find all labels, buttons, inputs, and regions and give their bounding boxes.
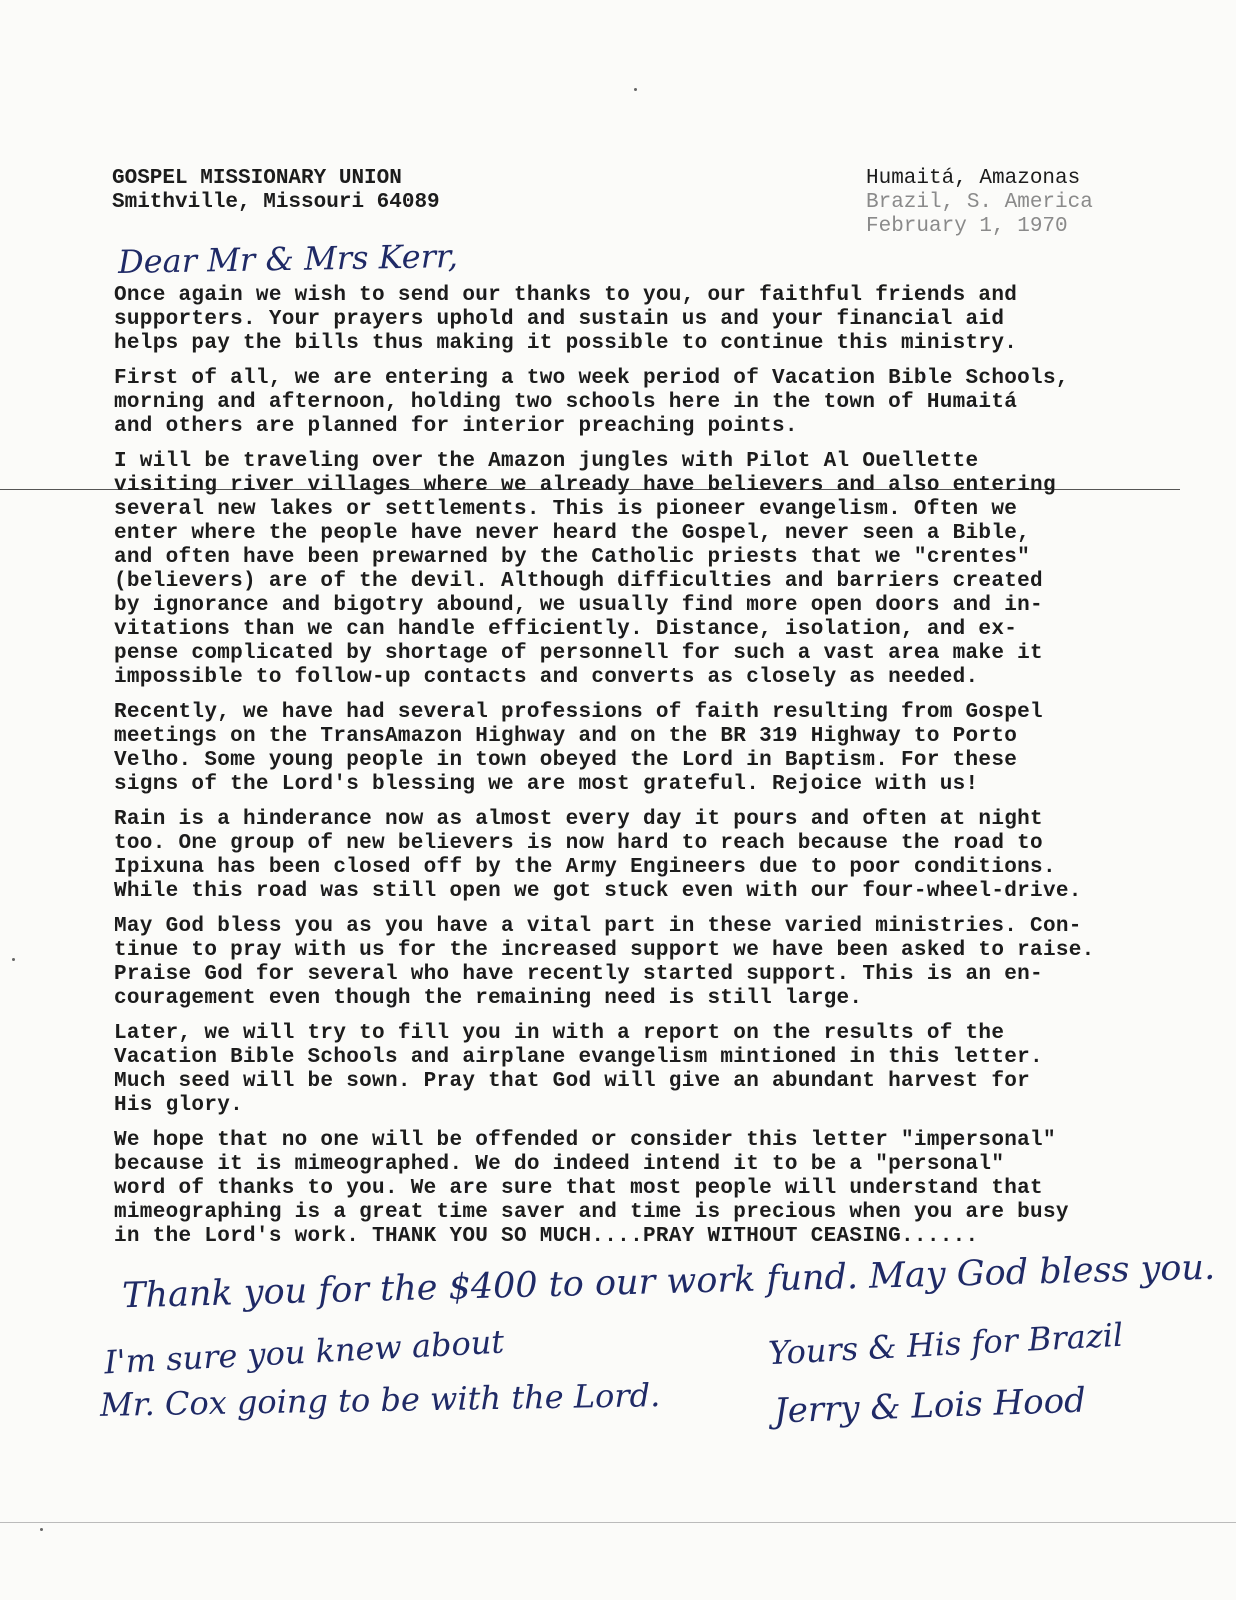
organization-address: Smithville, Missouri 64089 bbox=[112, 191, 440, 214]
body-line: enter where the people have never heard the Gospel, never seen a Bible, bbox=[114, 522, 1031, 545]
body-line: Much seed will be sown. Pray that God will give an abundant harvest for bbox=[114, 1070, 1031, 1093]
paragraph-report bbox=[114, 1022, 1204, 1118]
body-line: tinue to pray with us for the increased support we have been asked to raise. bbox=[114, 939, 1095, 962]
body-line: His glory. bbox=[114, 1094, 244, 1117]
paragraph-blessing bbox=[114, 915, 1204, 1011]
body-line: couragement even though the remaining need is still large. bbox=[114, 987, 863, 1010]
body-line: vitations than we can handle efficiently. Distance, isolation, and ex- bbox=[114, 618, 1018, 641]
body-line: Vacation Bible Schools and airplane evangelism mintioned in this letter. bbox=[114, 1046, 1043, 1069]
handwritten-signature: Jerry & Lois Hood bbox=[773, 1380, 1087, 1432]
letter-body bbox=[114, 284, 1204, 1260]
body-line: Once again we wish to send our thanks to you, our faithful friends and bbox=[114, 284, 1018, 307]
body-line: Velho. Some young people in town obeyed the Lord in Baptism. For these bbox=[114, 749, 1018, 772]
paragraph-rain bbox=[114, 808, 1204, 904]
body-line: pense complicated by shortage of personnell for such a vast area make it bbox=[114, 642, 1043, 665]
body-line: visiting river villages where we already have believers and also entering bbox=[114, 474, 1056, 497]
body-line: First of all, we are entering a two week period of Vacation Bible Schools, bbox=[114, 367, 1069, 390]
body-line: and others are planned for interior preaching points. bbox=[114, 415, 798, 438]
body-line: in the Lord's work. THANK YOU SO MUCH....PRAY WITHOUT CEASING...... bbox=[114, 1225, 979, 1248]
body-line: Later, we will try to fill you in with a report on the results of the bbox=[114, 1022, 1005, 1045]
body-line: too. One group of new believers is now hard to reach because the road to bbox=[114, 832, 1043, 855]
body-line: and often have been prewarned by the Catholic priests that we "crentes" bbox=[114, 546, 1031, 569]
body-line: by ignorance and bigotry abound, we usually find more open doors and in- bbox=[114, 594, 1043, 617]
letter-date: February 1, 1970 bbox=[866, 215, 1068, 238]
location-country: Brazil, S. America bbox=[866, 191, 1093, 214]
paper-speck bbox=[634, 88, 637, 91]
location-date-block bbox=[866, 167, 1093, 239]
handwritten-note-line-2: Mr. Cox going to be with the Lord. bbox=[99, 1376, 661, 1424]
paper-speck bbox=[40, 1528, 43, 1531]
body-line: Recently, we have had several professions of faith resulting from Gospel bbox=[114, 701, 1043, 724]
letterhead bbox=[112, 167, 440, 215]
body-line: meetings on the TransAmazon Highway and on the BR 319 Highway to Porto bbox=[114, 725, 1018, 748]
organization-name: GOSPEL MISSIONARY UNION bbox=[112, 167, 402, 190]
body-line: (believers) are of the devil. Although difficulties and barriers created bbox=[114, 570, 1043, 593]
location-city: Humaitá, Amazonas bbox=[866, 167, 1081, 190]
body-line: mimeographing is a great time saver and time is precious when you are busy bbox=[114, 1201, 1069, 1224]
body-line: morning and afternoon, holding two schools here in the town of Humaitá bbox=[114, 391, 1018, 414]
paper-speck bbox=[12, 958, 15, 961]
paragraph-bible-schools bbox=[114, 367, 1204, 439]
body-line: signs of the Lord's blessing we are most grateful. Rejoice with us! bbox=[114, 773, 979, 796]
paragraph-mimeograph bbox=[114, 1129, 1204, 1249]
body-line: word of thanks to you. We are sure that most people will understand that bbox=[114, 1177, 1043, 1200]
handwritten-thanks: Thank you for the $400 to our work fund. May God bless you. bbox=[121, 1247, 1216, 1317]
body-line: because it is mimeographed. We do indeed intend it to be a "personal" bbox=[114, 1153, 1005, 1176]
paragraph-evangelism bbox=[114, 450, 1204, 690]
body-line: supporters. Your prayers uphold and sustain us and your financial aid bbox=[114, 308, 1005, 331]
body-line: Rain is a hinderance now as almost every day it pours and often at night bbox=[114, 808, 1043, 831]
body-line: We hope that no one will be offended or consider this letter "impersonal" bbox=[114, 1129, 1056, 1152]
page-edge-line bbox=[0, 1522, 1236, 1523]
paragraph-professions bbox=[114, 701, 1204, 797]
paragraph-thanks bbox=[114, 284, 1204, 356]
body-line: helps pay the bills thus making it possible to continue this ministry. bbox=[114, 332, 1018, 355]
body-line: Ipixuna has been closed off by the Army Engineers due to poor conditions. bbox=[114, 856, 1056, 879]
body-line: While this road was still open we got stuck even with our four-wheel-drive. bbox=[114, 880, 1082, 903]
body-line: Praise God for several who have recently started support. This is an en- bbox=[114, 963, 1043, 986]
body-line: impossible to follow-up contacts and converts as closely as needed. bbox=[114, 666, 979, 689]
body-line: several new lakes or settlements. This is pioneer evangelism. Often we bbox=[114, 498, 1018, 521]
handwritten-note-line-1: I'm sure you knew about bbox=[103, 1322, 506, 1382]
handwritten-closing: Yours & His for Brazil bbox=[767, 1315, 1125, 1373]
body-line: I will be traveling over the Amazon jungles with Pilot Al Ouellette bbox=[114, 450, 979, 473]
handwritten-salutation: Dear Mr & Mrs Kerr, bbox=[117, 237, 459, 281]
body-line: May God bless you as you have a vital part in these varied ministries. Con- bbox=[114, 915, 1082, 938]
